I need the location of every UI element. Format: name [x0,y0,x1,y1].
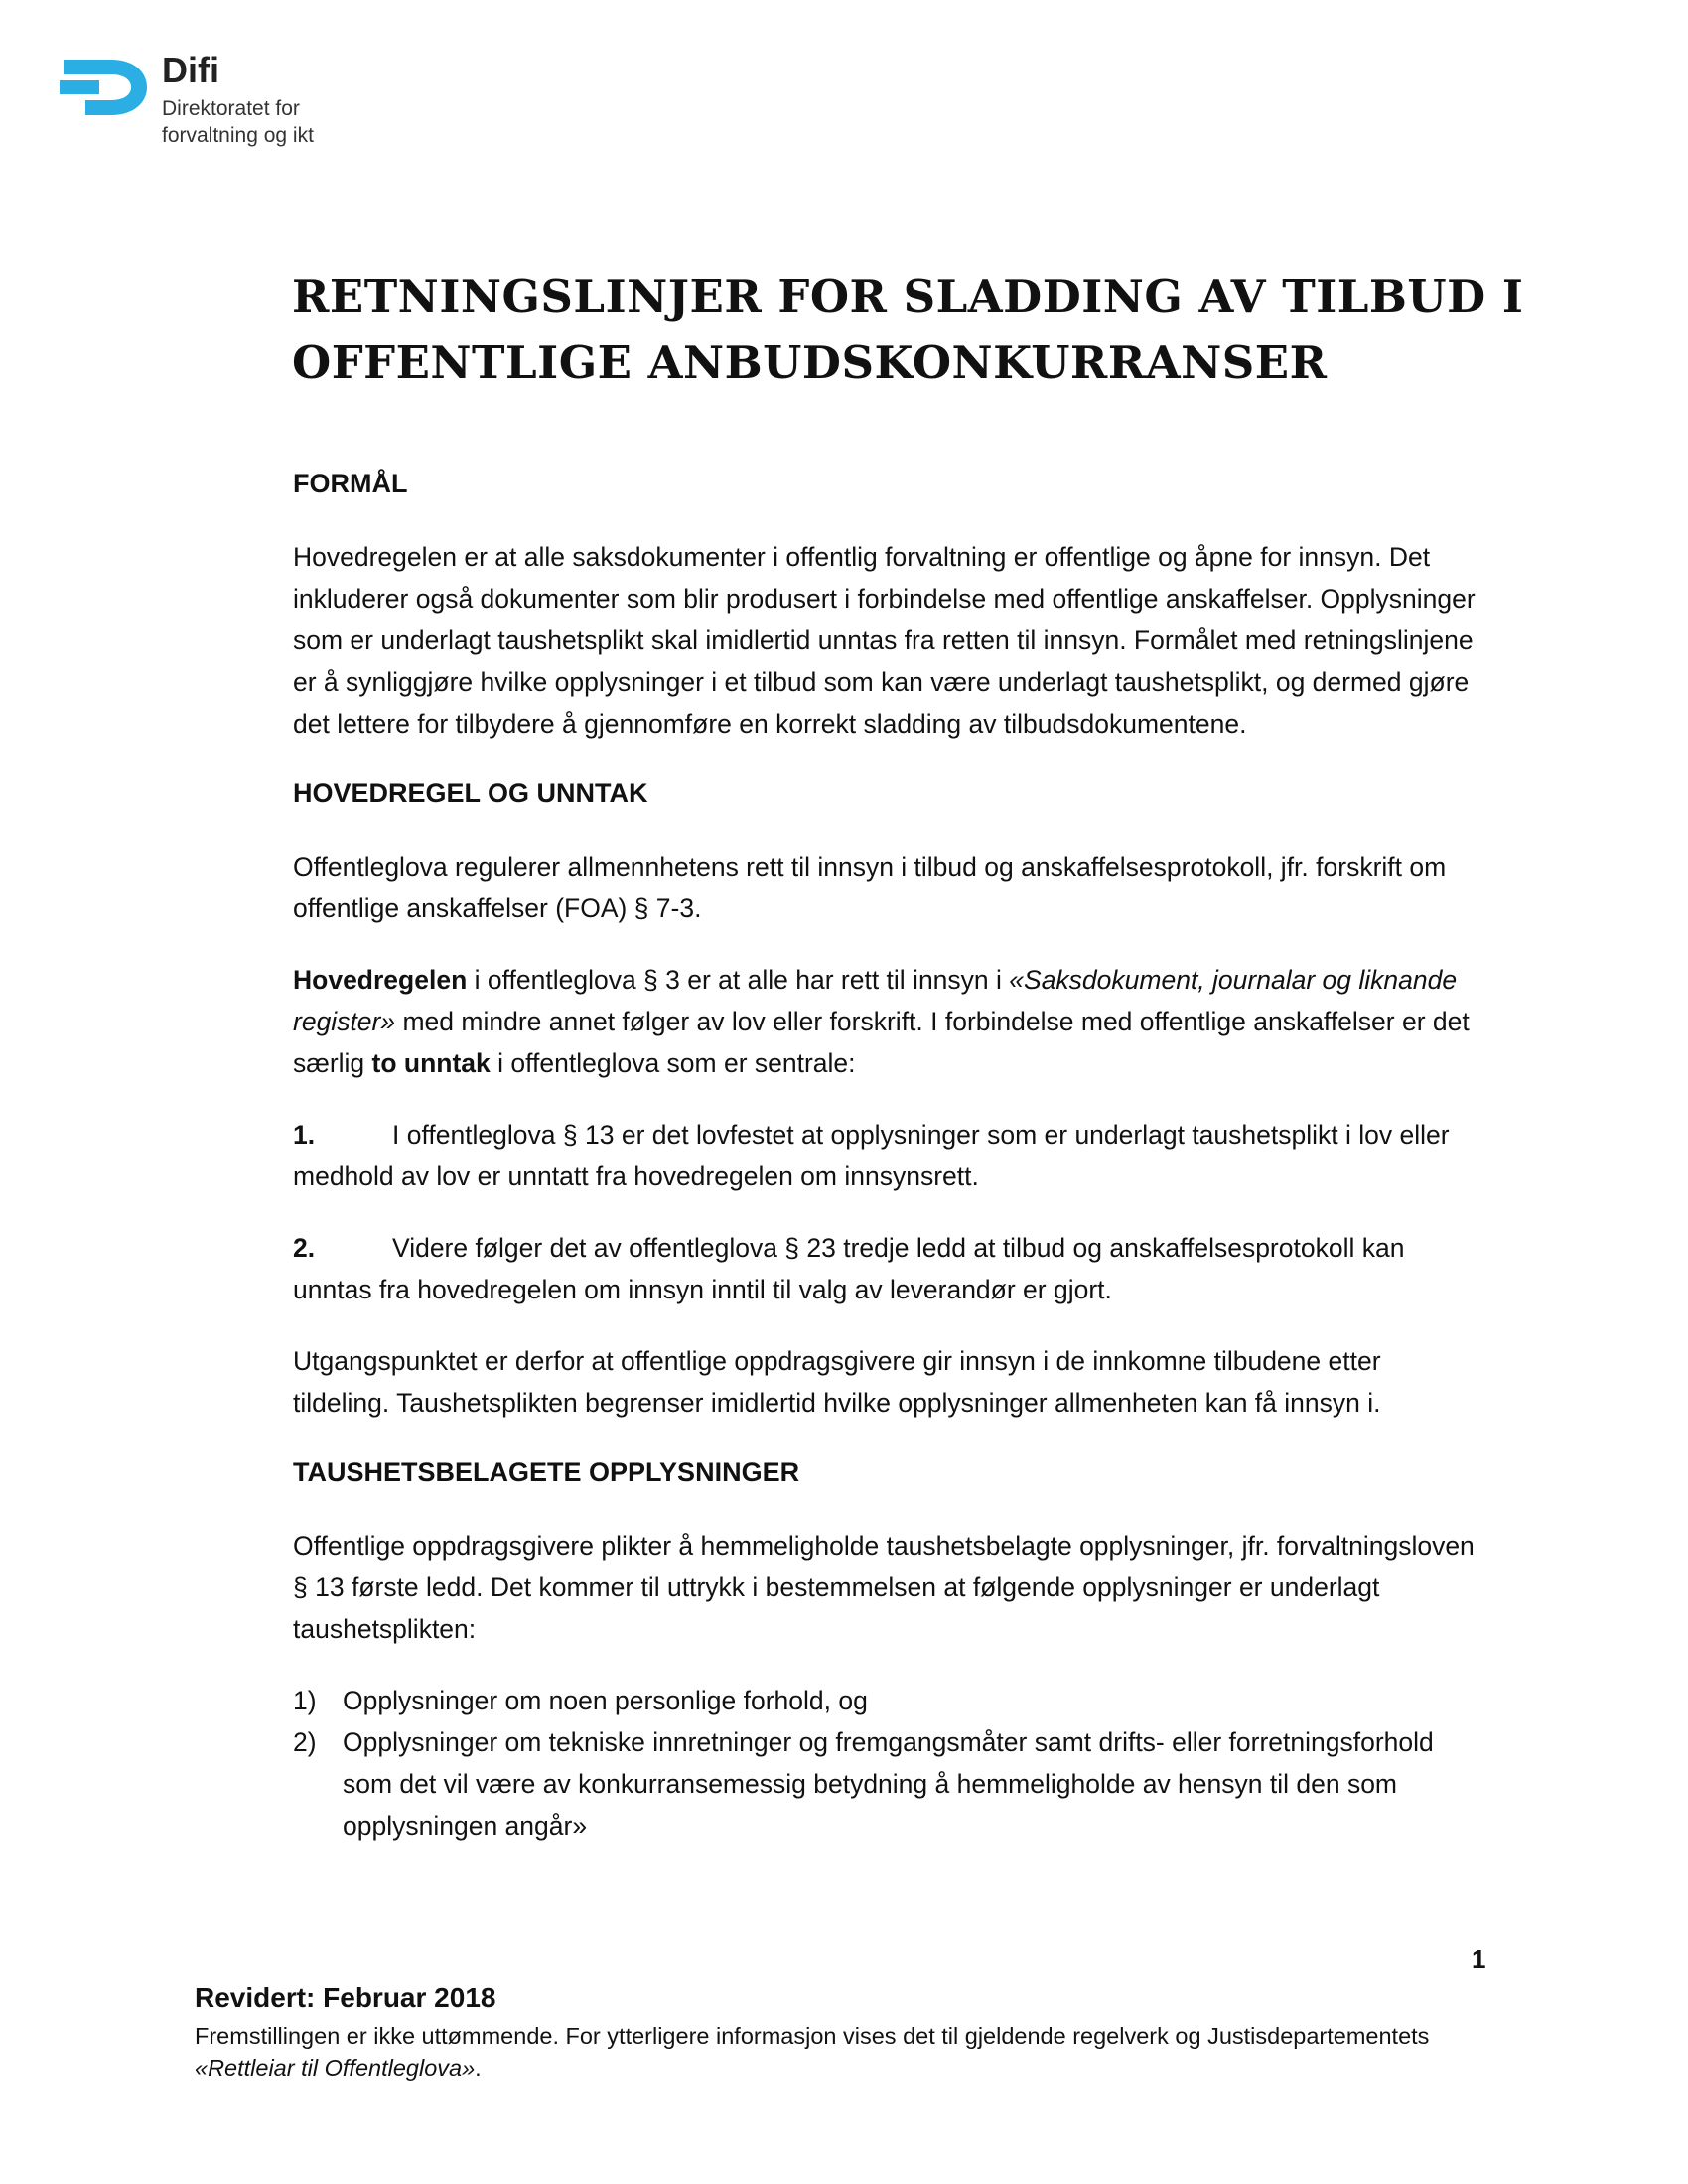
text-part3: i offentleglova som er sentrale: [490,1048,856,1078]
paragraph-offentleglova: Offentleglova regulerer allmennhetens rett til innsyn i tilbud og anskaffelsesprotokoll, jfr. forskrift om offentlige anskaffelser (FOA) § 7-3. [293,852,1447,923]
numbered-item-1 [293,1114,1484,1197]
item-number: 2. [293,1233,316,1263]
item-text: I offentleglova § 13 er det lovfestet at opplysninger som er underlagt taushetsplikt i lov eller medhold av lov er unntatt fra hovedregelen om innsynsrett. [293,1120,1450,1191]
footer [195,1980,1535,2084]
taushet-list [293,1680,1484,1846]
footer-note-italic: «Rettleiar til Offentleglova» [195,2055,476,2081]
paragraph-hovedregelen [293,959,1484,1084]
document-title [292,263,1543,396]
bold-to-unntak: to unntak [371,1048,491,1078]
list-item-text: Opplysninger om tekniske innretninger og fremgangsmåter samt drifts- eller forretningsforhold som det vil være av konkurransemessig betydning å hemmeligholde av hensyn til den som opplysningen angår» [343,1727,1434,1841]
footer-note-end: . [475,2055,482,2081]
list-item-number: 2) [293,1727,317,1757]
footer-revised: Revidert: Februar 2018 [195,1982,496,2013]
list-item-text: Opplysninger om noen personlige forhold, og [343,1686,868,1715]
numbered-item-2 [293,1227,1484,1310]
difi-logo [60,50,357,159]
paragraph-formal: Hovedregelen er at alle saksdokumenter i offentlig forvaltning er offentlige og åpne for innsyn. Det inkluderer også dokumenter som blir produsert i forbindelse med offentlige anskaffelser. Opplysninger som er underlagt taushetsplikt skal imidlertid unntas fra retten til innsyn. Formålet med retningslinjene er å synliggjøre hvilke opplysninger i et tilbud som kan være underlagt taushetsplikt, og dermed gjøre det lettere for tilbydere å gjennomføre en korrekt sladding av tilbudsdokumentene. [293,542,1476,739]
title-line1: RETNINGSLINJER FOR SLADDING AV TILBUD I [292,270,1524,323]
page-number: 1 [1472,1944,1486,1974]
list-item [293,1721,1484,1846]
italic-quote: «Saksdokument, journalar og liknande register» [293,965,1458,1036]
difi-logo-icon [60,54,151,121]
title-line2: OFFENTLIGE ANBUDSKONKURRANSER [292,337,1328,389]
logo-subtitle-line2: forvaltning og ikt [162,124,314,147]
heading-hovedregel: HOVEDREGEL OG UNNTAK [293,778,648,808]
footer-note-text: Fremstillingen er ikke uttømmende. For ytterligere informasjon vises det til gjeldende regelverk og Justisdepartementets [195,2023,1430,2049]
item-text: Videre følger det av offentleglova § 23 tredje ledd at tilbud og anskaffelsesprotokoll kan unntas fra hovedregelen om innsyn inntil til valg av leverandør er gjort. [293,1233,1405,1304]
text-part1: i offentleglova § 3 er at alle har rett til innsyn i [467,965,1010,995]
footer-note [195,2020,1535,2084]
item-number: 1. [293,1120,316,1150]
document-body [293,465,1484,1846]
bold-hovedregelen: Hovedregelen [293,965,468,995]
list-item-number: 1) [293,1686,317,1715]
list-item [293,1680,1484,1721]
paragraph-taushet: Offentlige oppdragsgivere plikter å hemmeligholde taushetsbelagte opplysninger, jfr. forvaltningsloven § 13 første ledd. Det kommer til uttrykk i bestemmelsen at følgende opplysninger er underlagt taushetsplikten: [293,1531,1475,1644]
logo-subtitle-line1: Direktoratet for [162,97,300,120]
paragraph-utgangspunktet: Utgangspunktet er derfor at offentlige oppdragsgivere gir innsyn i de innkomne tilbudene etter tildeling. Taushetsplikten begrenser imidlertid hvilke opplysninger allmenheten kan få innsyn i. [293,1346,1381,1418]
heading-taushet: TAUSHETSBELAGETE OPPLYSNINGER [293,1457,800,1487]
heading-formal: FORMÅL [293,469,408,498]
logo-subtitle [162,95,314,149]
text-part2: med mindre annet følger av lov eller forskrift. I forbindelse med offentlige anskaffelser er det særlig [293,1007,1470,1078]
logo-name: Difi [162,50,219,90]
